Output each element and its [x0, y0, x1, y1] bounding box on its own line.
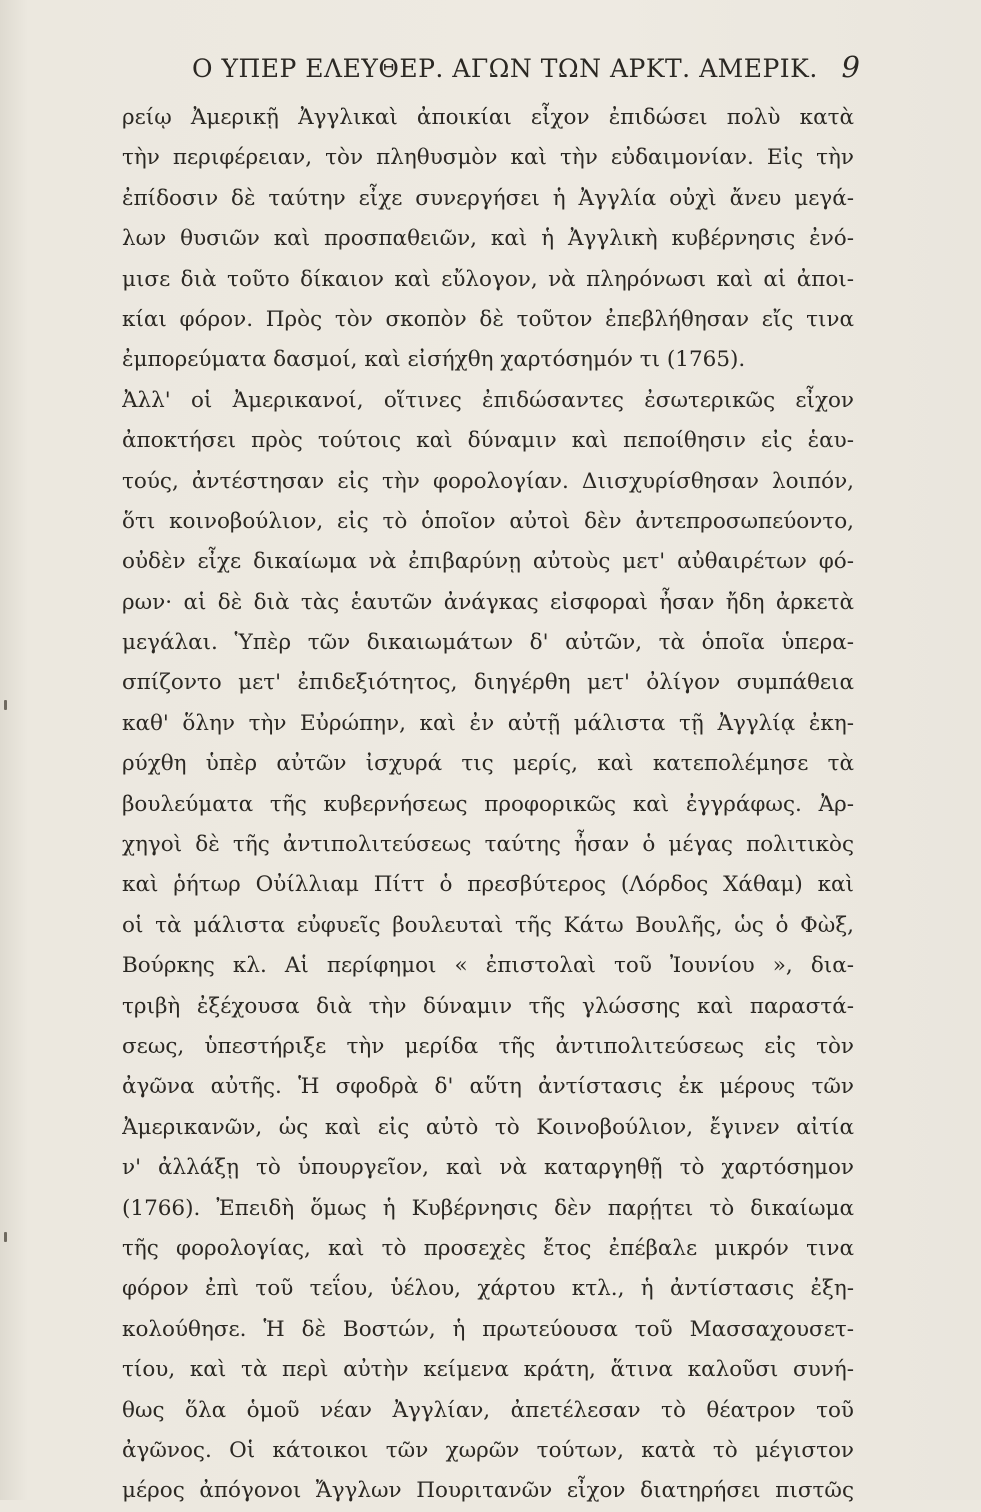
- text-line: καὶ ῥήτωρ Οὐίλλιαμ Πίττ ὁ πρεσβύτερος (Λόρδος Χάθαμ) καὶ: [122, 872, 854, 898]
- page-number: 9: [841, 50, 860, 84]
- text-line: (1766). Ἐπειδὴ ὅμως ἡ Κυβέρνησις δὲν παρῄτει τὸ δικαίωμα: [122, 1195, 854, 1221]
- text-line: κίαι φόρον. Πρὸς τὸν σκοπὸν δὲ τοῦτον ἐπεβλήθησαν εἴς τινα: [122, 306, 854, 332]
- text-line: σεως, ὑπεστήριξε τὴν μερίδα τῆς ἀντιπολιτεύσεως εἰς τὸν: [122, 1033, 854, 1059]
- text-line: καθ' ὅλην τὴν Εὐρώπην, καὶ ἐν αὐτῇ μάλιστα τῇ Ἀγγλίᾳ ἐκη-: [122, 710, 854, 736]
- text-line: βουλεύματα τῆς κυβερνήσεως προφορικῶς καὶ ἐγγράφως. Ἀρ-: [122, 791, 854, 817]
- page-header: [120, 50, 860, 94]
- text-line: ἐμπορεύματα δασμοί, καὶ εἰσήχθη χαρτόσημόν τι (1765).: [122, 347, 746, 373]
- text-line: λων θυσιῶν καὶ προσπαθειῶν, καὶ ἡ Ἀγγλικὴ κυβέρνησις ἐνό-: [122, 226, 854, 252]
- text-line: τούς, ἀντέστησαν εἰς τὴν φορολογίαν. Διισχυρίσθησαν λοιπόν,: [122, 468, 854, 494]
- text-line: Ἀμερικανῶν, ὡς καὶ εἰς αὐτὸ τὸ Κοινοβούλιον, ἔγινεν αἰτία: [122, 1114, 854, 1140]
- text-line: ρείῳ Ἀμερικῇ Ἀγγλικαὶ ἀποικίαι εἶχον ἐπιδώσει πολὺ κατὰ: [122, 105, 854, 130]
- text-line: τῆς φορολογίας, καὶ τὸ προσεχὲς ἔτος ἐπέβαλε μικρόν τινα: [122, 1235, 854, 1261]
- text-line: οἱ τὰ μάλιστα εὐφυεῖς βουλευταὶ τῆς Κάτω Βουλῆς, ὡς ὁ Φὼξ,: [122, 912, 854, 938]
- text-line: ἀγῶνος. Οἱ κάτοικοι τῶν χωρῶν τούτων, κατὰ τὸ μέγιστον: [122, 1437, 854, 1463]
- text-line: σπίζοντο μετ' ἐπιδεξιότητος, διηγέρθη μετ' ὀλίγον συμπάθεια: [122, 670, 854, 696]
- body-text: [122, 98, 854, 1512]
- text-line: ὅτι κοινοβούλιον, εἰς τὸ ὁποῖον αὐτοὶ δὲν ἀντεπροσωπεύοντο,: [122, 508, 854, 534]
- text-line: ἀποκτήσει πρὸς τούτοις καὶ δύναμιν καὶ πεποίθησιν εἰς ἑαυ-: [122, 428, 854, 454]
- text-line: κολούθησε. Ἡ δὲ Βοστών, ἡ πρωτεύουσα τοῦ Μασσαχουσετ-: [122, 1316, 854, 1342]
- text-line: τριβὴ ἐξέχουσα διὰ τὴν δύναμιν τῆς γλώσσης καὶ παραστά-: [122, 993, 854, 1019]
- text-line: ἀγῶνα αὐτῆς. Ἡ σφοδρὰ δ' αὕτη ἀντίστασις ἐκ μέρους τῶν: [122, 1074, 854, 1100]
- text-line: μέρος ἀπόγονοι Ἄγγλων Πουριτανῶν εἶχον διατηρήσει πιστῶς: [122, 1478, 854, 1504]
- page-edge-mark: [4, 1232, 7, 1242]
- text-line: φόρον ἐπὶ τοῦ τεΐου, ὑέλου, χάρτου κτλ., ἡ ἀντίστασις ἐξη-: [122, 1276, 854, 1302]
- text-line: ἐπίδοσιν δὲ ταύτην εἶχε συνεργήσει ἡ Ἀγγλία οὐχὶ ἄνευ μεγά-: [122, 185, 854, 211]
- text-line: τὴν περιφέρειαν, τὸν πληθυσμὸν καὶ τὴν εὐδαιμονίαν. Εἰς τὴν: [122, 145, 854, 171]
- running-title: Ο ΥΠΕΡ ΕΛΕΥΘΕΡ. ΑΓΩΝ ΤΩΝ ΑΡΚΤ. ΑΜΕΡΙΚ.: [192, 54, 818, 83]
- page-edge-mark: [4, 700, 7, 710]
- text-line: Βούρκης κλ. Αἱ περίφημοι « ἐπιστολαὶ τοῦ Ἰουνίου », δια-: [122, 953, 854, 979]
- text-line: χηγοὶ δὲ τῆς ἀντιπολιτεύσεως ταύτης ἦσαν ὁ μέγας πολιτικὸς: [122, 832, 854, 858]
- text-line: οὐδὲν εἶχε δικαίωμα νὰ ἐπιβαρύνῃ αὐτοὺς μετ' αὐθαιρέτων φό-: [122, 549, 854, 575]
- text-line: Ἀλλ' οἱ Ἀμερικανοί, οἵτινες ἐπιδώσαντες ἐσωτερικῶς εἶχον: [122, 387, 854, 413]
- text-line: θως ὅλα ὁμοῦ νέαν Ἀγγλίαν, ἀπετέλεσαν τὸ θέατρον τοῦ: [122, 1397, 854, 1423]
- text-line: μεγάλαι. Ὑπὲρ τῶν δικαιωμάτων δ' αὐτῶν, τὰ ὁποῖα ὑπερα-: [122, 630, 854, 656]
- text-line: ν' ἀλλάξῃ τὸ ὑπουργεῖον, καὶ νὰ καταργηθῇ τὸ χαρτόσημον: [122, 1155, 854, 1181]
- text-line: ρων· αἱ δὲ διὰ τὰς ἑαυτῶν ἀνάγκας εἰσφοραὶ ἦσαν ἤδη ἀρκετὰ: [122, 589, 854, 615]
- text-line: ρύχθη ὑπὲρ αὐτῶν ἰσχυρά τις μερίς, καὶ κατεπολέμησε τὰ: [122, 751, 854, 777]
- text-line: μισε διὰ τοῦτο δίκαιον καὶ εὔλογον, νὰ πληρόνωσι καὶ αἱ ἀποι-: [122, 266, 854, 292]
- text-line: τίου, καὶ τὰ περὶ αὐτὴν κείμενα κράτη, ἅτινα καλοῦσι συνή-: [122, 1357, 854, 1383]
